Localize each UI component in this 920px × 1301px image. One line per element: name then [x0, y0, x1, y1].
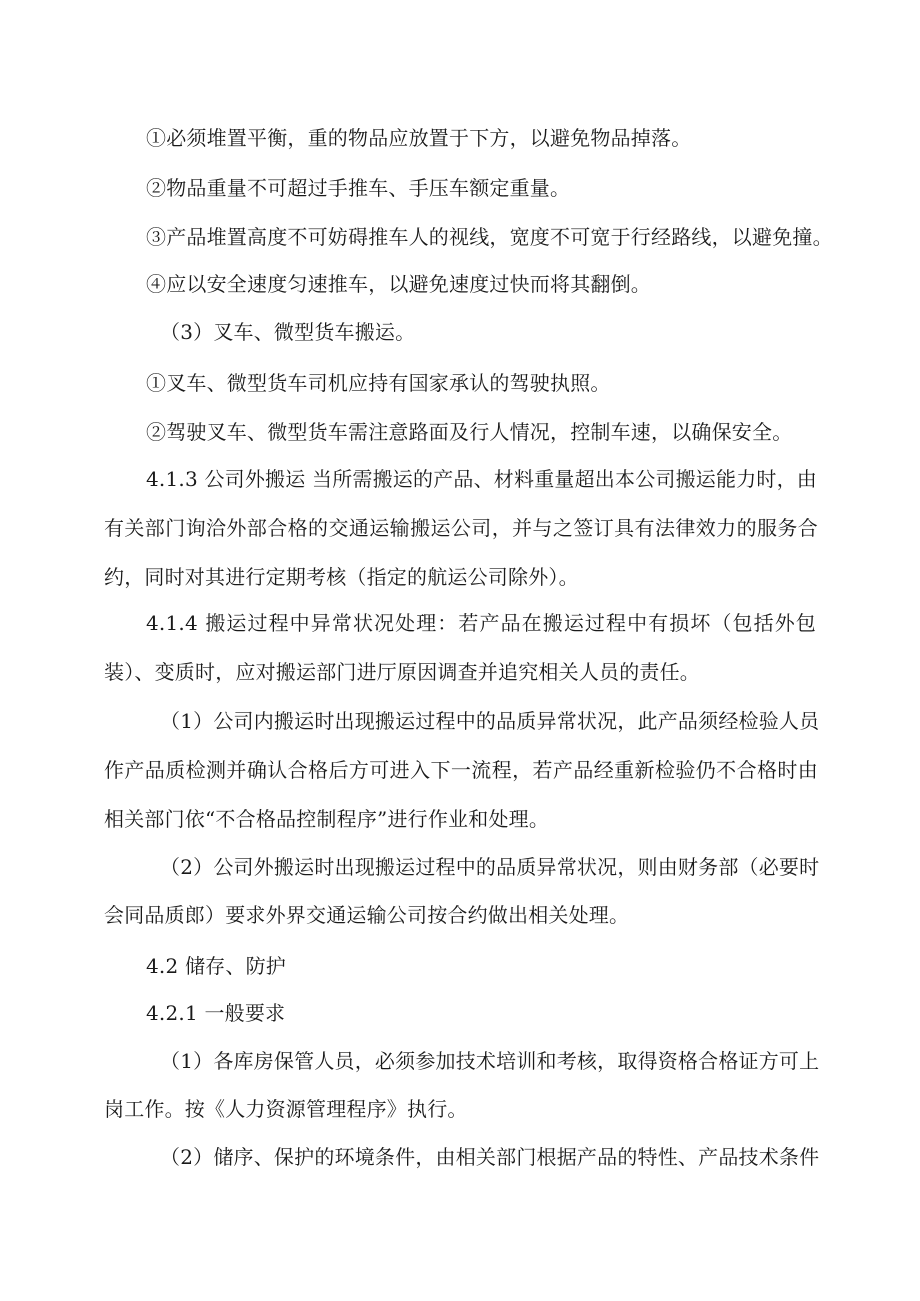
text-line: 4.1.3 公司外搬运 当所需搬运的产品、材料重量超出本公司搬运能力时，由: [146, 467, 818, 491]
text-line: 装）、变质时，应对搬运部门进厅原因调查并追究相关人员的责任。: [104, 660, 700, 684]
text-line: ②物品重量不可超过手推车、手压车额定重量。: [146, 176, 571, 200]
paragraph-line: [160, 853, 820, 881]
text-line: 4.1.4 搬运过程中异常状况处理：若产品在搬运过程中有损坏（包括外包: [146, 611, 816, 635]
text-line: ②驾驶叉车、微型货车需注意路面及行人情况，控制车速，以确保安全。: [146, 420, 793, 444]
text-line: ①叉车、微型货车司机应持有国家承认的驾驶执照。: [146, 371, 611, 395]
text-line: 约，同时对其进行定期考核（指定的航运公司除外）。: [104, 565, 579, 589]
text-line: （2）储序、保护的环境条件，由相关部门根据产品的特性、产品技术条件: [160, 1145, 820, 1169]
text-line: ④应以安全速度匀速推车，以避免速度过快而将其翻倒。: [146, 272, 651, 296]
text-line: ③产品堆置高度不可妨碍推车人的视线，宽度不可宽于行经路线，以避免撞。: [146, 225, 833, 249]
paragraph-line: [160, 1047, 820, 1075]
paragraph-line: [160, 1143, 820, 1171]
paragraph-line: [160, 707, 820, 735]
paragraph-line: [146, 465, 816, 493]
paragraph-line: [104, 514, 818, 542]
section-heading: 4.2.1 一般要求: [146, 1001, 286, 1025]
paragraph-line: [146, 609, 816, 637]
section-subheading: （3）叉车、微型货车搬运。: [160, 320, 416, 344]
paragraph-line: [104, 756, 818, 784]
text-line: 相关部门依“不合格品控制程序”进行作业和处理。: [104, 807, 550, 831]
text-line: （1）各库房保管人员，必须参加技术培训和考核，取得资格合格证方可上: [160, 1049, 820, 1073]
text-line: ①必须堆置平衡，重的物品应放置于下方，以避免物品掉落。: [146, 126, 692, 150]
text-line: （2）公司外搬运时出现搬运过程中的品质异常状况，则由财务部（必要时: [160, 855, 820, 879]
section-heading: 4.2 储存、防护: [146, 954, 286, 978]
text-line: 会同品质郎）要求外界交通运输公司按合约做出相关处理。: [104, 903, 630, 927]
text-line: 作产品质检测并确认合格后方可进入下一流程，若产品经重新检验仍不合格时由: [104, 758, 818, 782]
text-line: （1）公司内搬运时出现搬运过程中的品质异常状况，此产品须经检验人员: [160, 709, 820, 733]
text-line: 岗工作。按《人力资源管理程序》执行。: [104, 1097, 468, 1121]
text-line: 有关部门询洽外部合格的交通运输搬运公司，并与之签订具有法律效力的服务合: [104, 516, 818, 540]
